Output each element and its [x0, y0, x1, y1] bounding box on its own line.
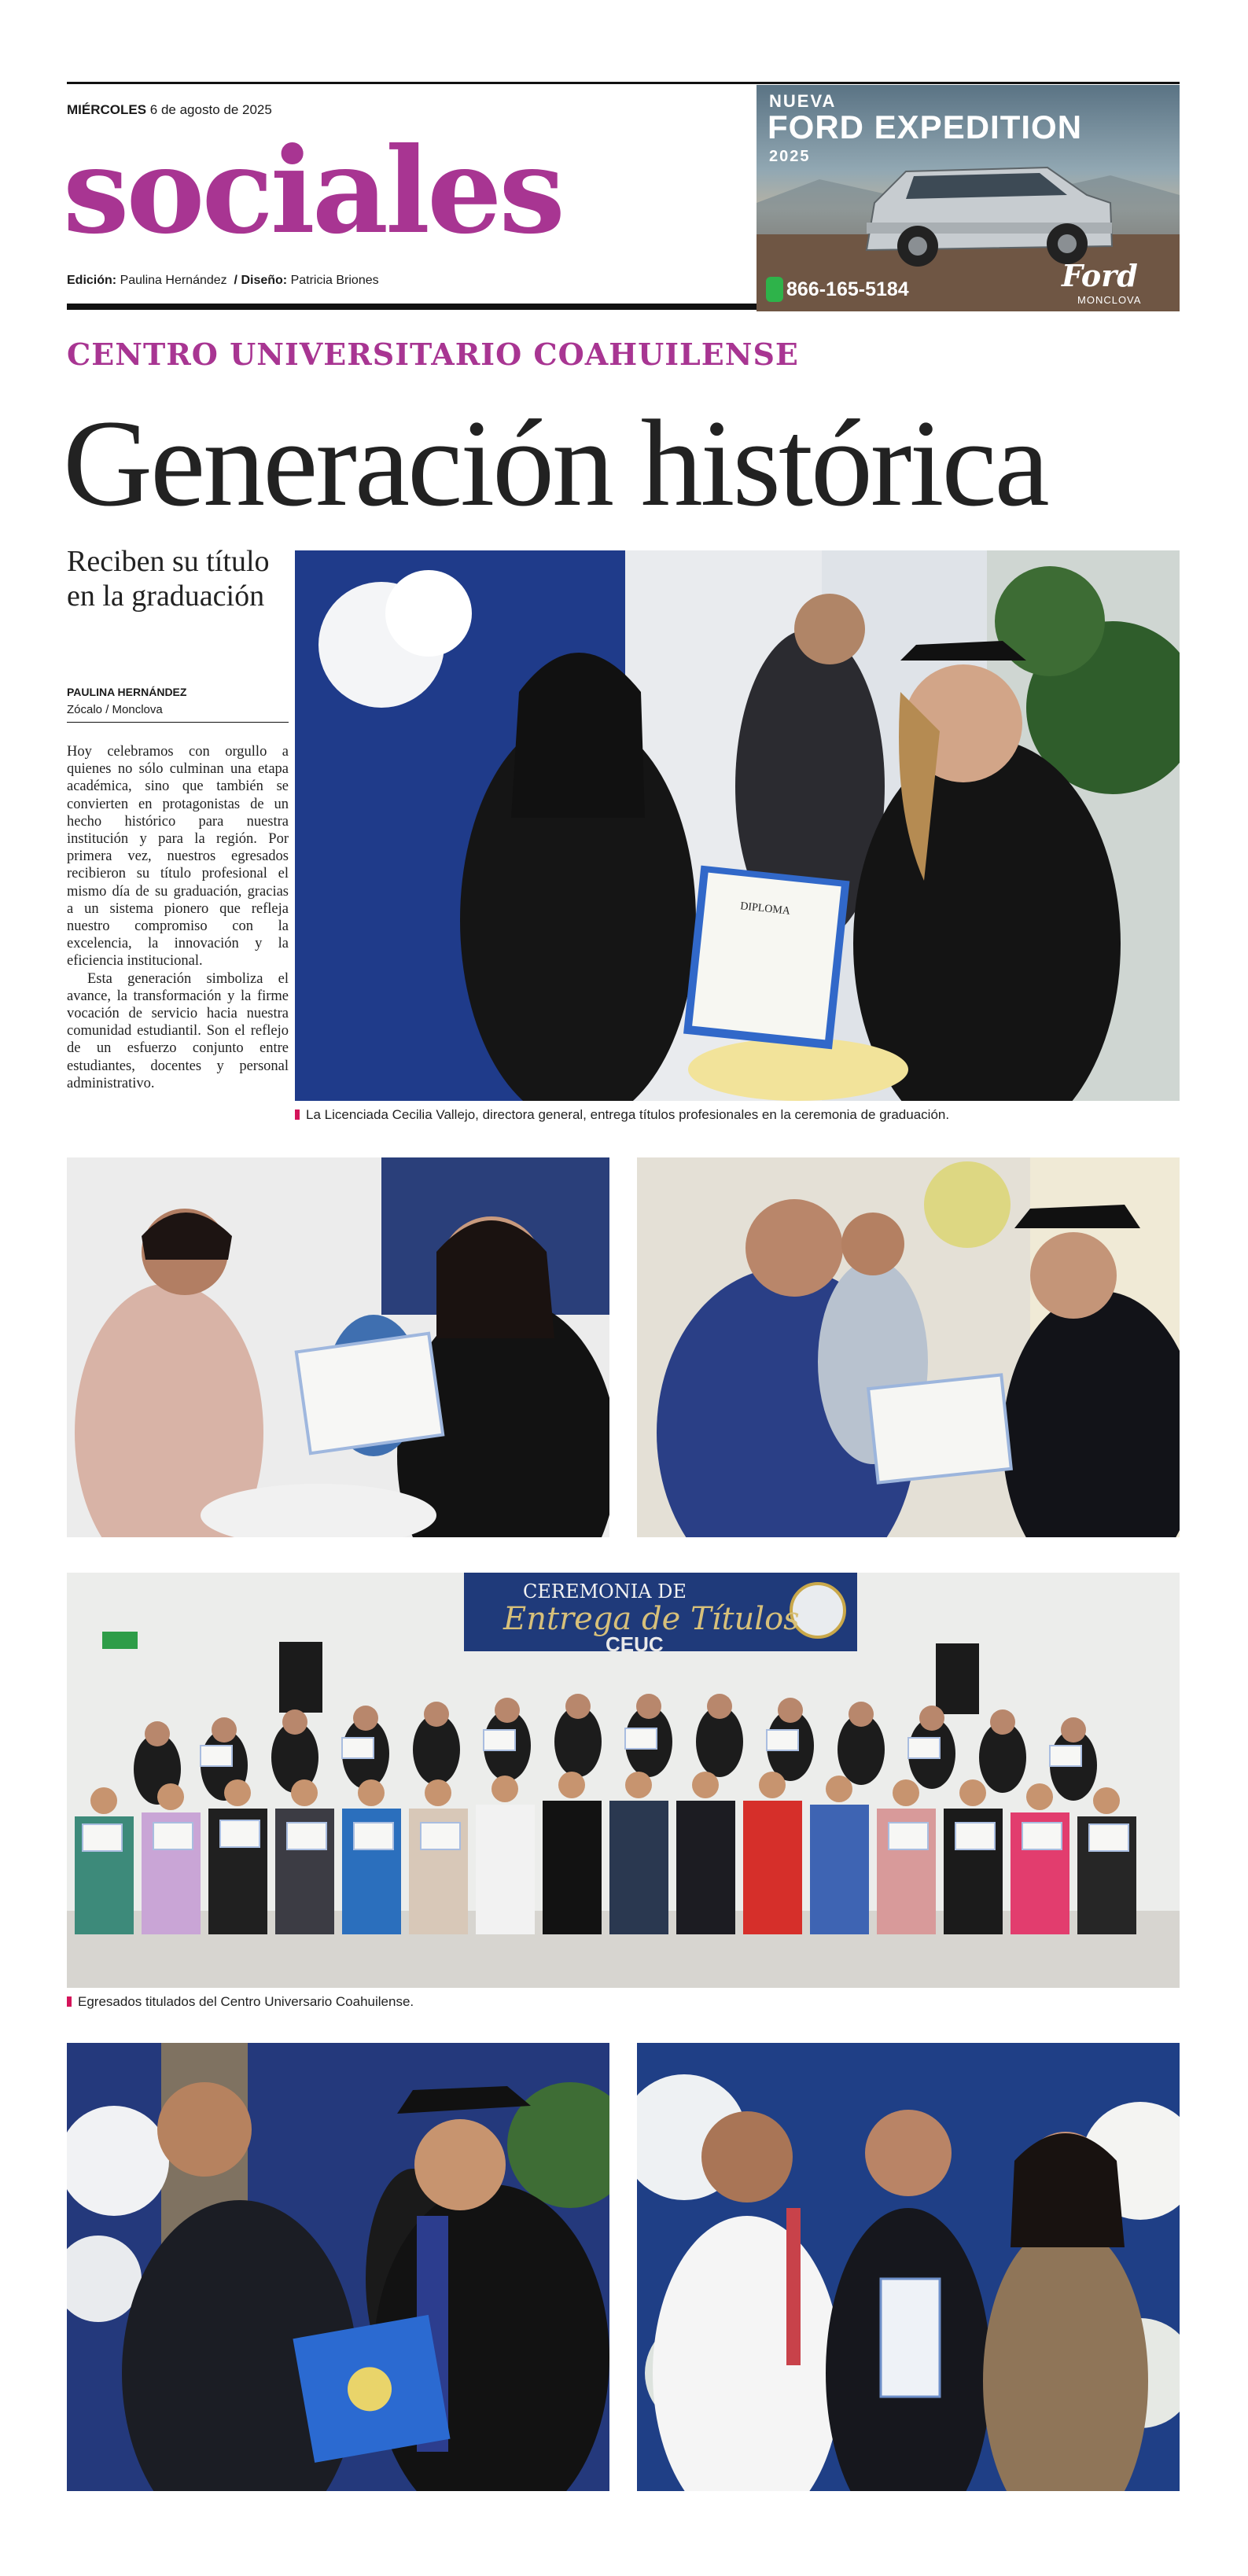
photo-family [637, 2043, 1180, 2491]
main-photo-caption [295, 1107, 949, 1123]
byline-author: PAULINA HERNÁNDEZ [67, 686, 187, 698]
section-title: sociales [63, 122, 562, 260]
photo-diploma-right [637, 1157, 1180, 1537]
group-photo-caption [67, 1994, 414, 2010]
photo-handshake [67, 2043, 609, 2491]
group-photo [67, 1573, 1180, 1988]
ad-line-nueva: NUEVA [769, 91, 837, 111]
date: 6 de agosto de 2025 [149, 102, 272, 117]
article-body [67, 743, 289, 1092]
ad-year: 2025 [769, 148, 811, 165]
kicker: CENTRO UNIVERSITARIO COAHUILENSE [67, 337, 799, 372]
credits [67, 274, 379, 288]
ford-ad[interactable] [757, 85, 1180, 311]
byline-place: Zócalo / Monclova [67, 703, 163, 716]
subhead: Reciben su título en la graduación [67, 545, 270, 613]
edicion-name: Paulina Hernández [120, 274, 227, 287]
ad-city: MONCLOVA [1077, 294, 1142, 306]
banner-title: CEREMONIA DE [523, 1581, 687, 1603]
ford-logo: Ford [1062, 258, 1138, 293]
edicion-label: Edición: [67, 274, 117, 287]
caption-marker [295, 1110, 300, 1120]
banner-script: Entrega de Títulos [503, 1601, 800, 1637]
byline-rule [67, 722, 289, 723]
weekday: MIÉRCOLES [67, 102, 147, 117]
banner-abbr: CEUC [606, 1632, 664, 1656]
whatsapp-icon [766, 277, 783, 302]
top-rule [67, 82, 1180, 84]
date-line [67, 102, 272, 118]
caption-text: La Licenciada Cecilia Vallejo, directora general, entrega títulos profesionales en la ceremonia de graduación. [306, 1107, 950, 1122]
ad-model: FORD EXPEDITION [768, 109, 1083, 145]
article-paragraph: Hoy celebramos con orgullo a quienes no sólo culminan una etapa académica, sino que también se convierten en protagonistas de un hecho histórico para nuestra institución y para la región. Por primera vez, nuestros egresados recibieron su título profesional el mismo día de su graduación, gracias a un sistema pionero que refleja nuestro compromiso con la excelencia, la innovación y la eficiencia institucional. [67, 744, 289, 970]
ad-phone[interactable]: 866-165-5184 [786, 278, 909, 300]
diploma-label: DIPLOMA [739, 900, 791, 918]
photo-diploma-left [67, 1157, 609, 1537]
caption-text: Egresados titulados del Centro Universario Coahuilense. [78, 1994, 414, 2009]
diseno-name: Patricia Briones [290, 274, 379, 287]
headline: Generación histórica [63, 395, 1047, 532]
article-paragraph: Esta generación simboliza el avance, la transformación y la firme vocación de servicio hacia nuestra comunidad estudiantil. Son el reflejo de un esfuerzo conjunto entre estudiantes, docentes y personal administrativo. [67, 970, 289, 1091]
diseno-label: / Diseño: [234, 274, 288, 287]
main-photo [295, 550, 1180, 1101]
caption-marker [67, 1996, 72, 2007]
